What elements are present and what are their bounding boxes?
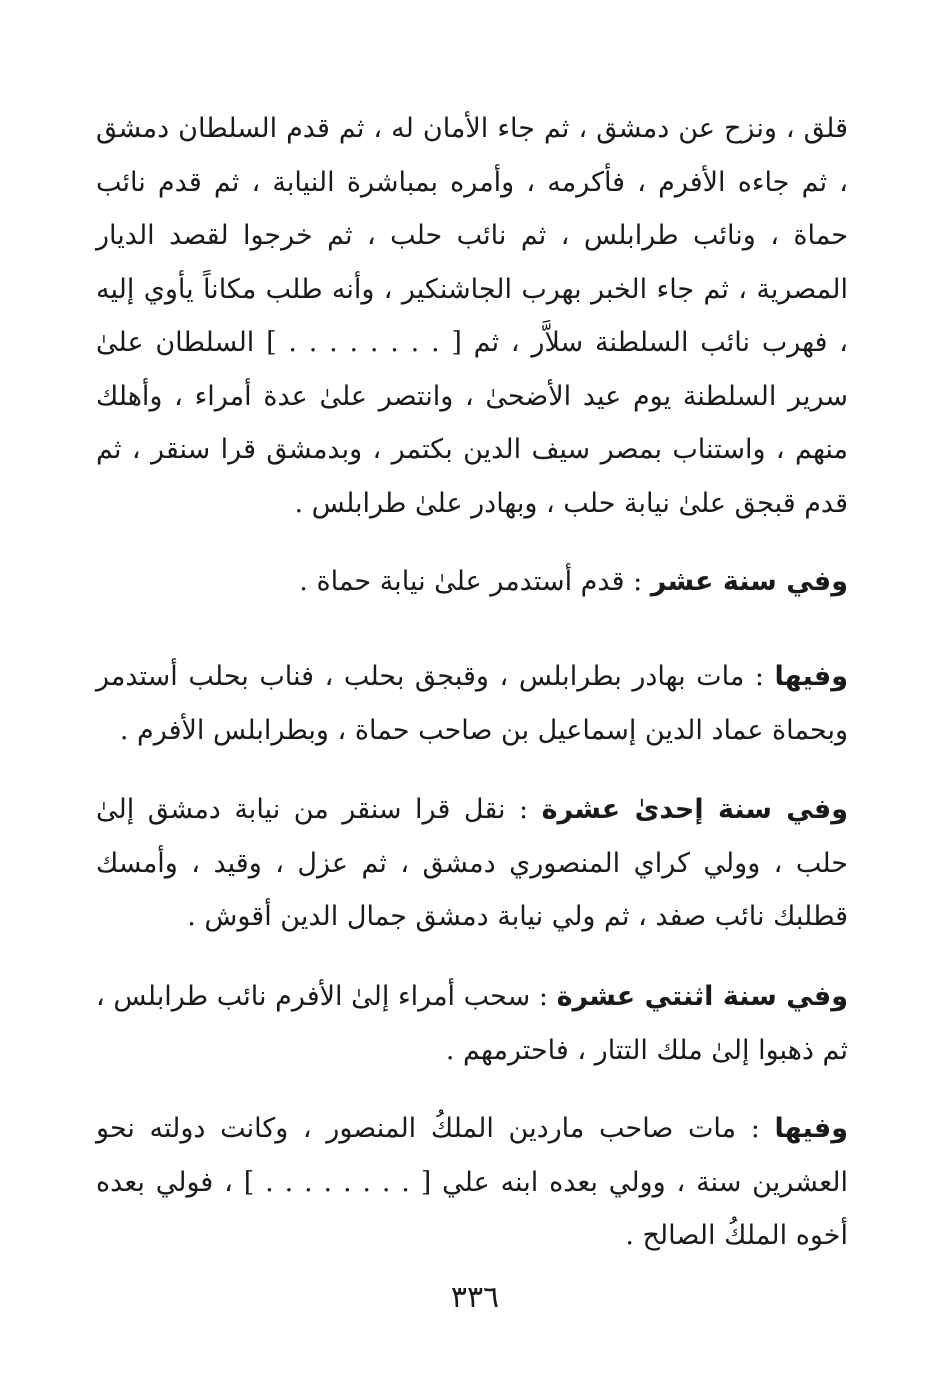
- paragraph-heading: وفي سنة عشر: [650, 566, 848, 597]
- paragraph-text: قلق ، ونزح عن دمشق ، ثم جاء الأمان له ، ثم قدم السلطان دمشق ، ثم جاءه الأفرم ، فأكرمه ، وأمره بمباشرة النيابة ، ثم قدم نائب حماة ، ونائب طرابلس ، ثم نائب حلب ، ثم خرجوا لقصد الديار المصرية ، ثم جاء الخبر بهرب الجاشنكير ، وأنه طلب مكاناً يأوي إليه ، فهرب نائب السلطنة سلاَّر ، ثم [ . . . . . . . . ] السلطان علىٰ سرير السلطنة يوم عيد الأضحىٰ ، وانتصر علىٰ عدة أمراء ، وأهلك منهم ، واستناب بمصر سيف الدين بكتمر ، وبدمشق قرا سنقر ، ثم قدم قبجق علىٰ نيابة حلب ، وبهادر علىٰ طرابلس .: [96, 113, 848, 519]
- paragraph-same-year-2: [96, 1102, 848, 1263]
- paragraph-text: : سحب أمراء إلىٰ الأفرم نائب طرابلس ، ثم ذهبوا إلىٰ ملك التتار ، فاحترمهم .: [96, 981, 848, 1066]
- paragraph-text: : قدم أستدمر علىٰ نيابة حماة .: [299, 566, 651, 597]
- paragraph-year-711: [96, 783, 848, 944]
- page-number: ٣٣٦: [450, 1280, 500, 1315]
- paragraph-year-712: [96, 970, 848, 1077]
- paragraph-continuation: [96, 102, 848, 530]
- paragraph-heading: وفي سنة اثنتي عشرة: [556, 981, 848, 1012]
- paragraph-heading: وفيها: [774, 661, 848, 692]
- paragraph-year-710: [96, 555, 848, 609]
- paragraph-text: : مات صاحب ماردين الملكُ المنصور ، وكانت دولته نحو العشرين سنة ، وولي بعده ابنه علي [ . . . . . . . . ] ، فولي بعده أخوه الملكُ الصالح .: [96, 1113, 848, 1251]
- paragraph-heading: وفي سنة إحدىٰ عشرة: [541, 794, 848, 825]
- paragraph-same-year: [96, 650, 848, 757]
- paragraph-text: : مات بهادر بطرابلس ، وقبجق بحلب ، فناب بحلب أستدمر وبحماة عماد الدين إسماعيل بن صاحب حماة ، وبطرابلس الأفرم .: [96, 661, 848, 746]
- paragraph-heading: وفيها: [774, 1113, 848, 1144]
- paragraph-text: : نقل قرا سنقر من نيابة دمشق إلىٰ حلب ، وولي كراي المنصوري دمشق ، ثم عزل ، وقيد ، وأمسك قطلبك نائب صفد ، ثم ولي نيابة دمشق جمال الدين أقوش .: [96, 794, 848, 932]
